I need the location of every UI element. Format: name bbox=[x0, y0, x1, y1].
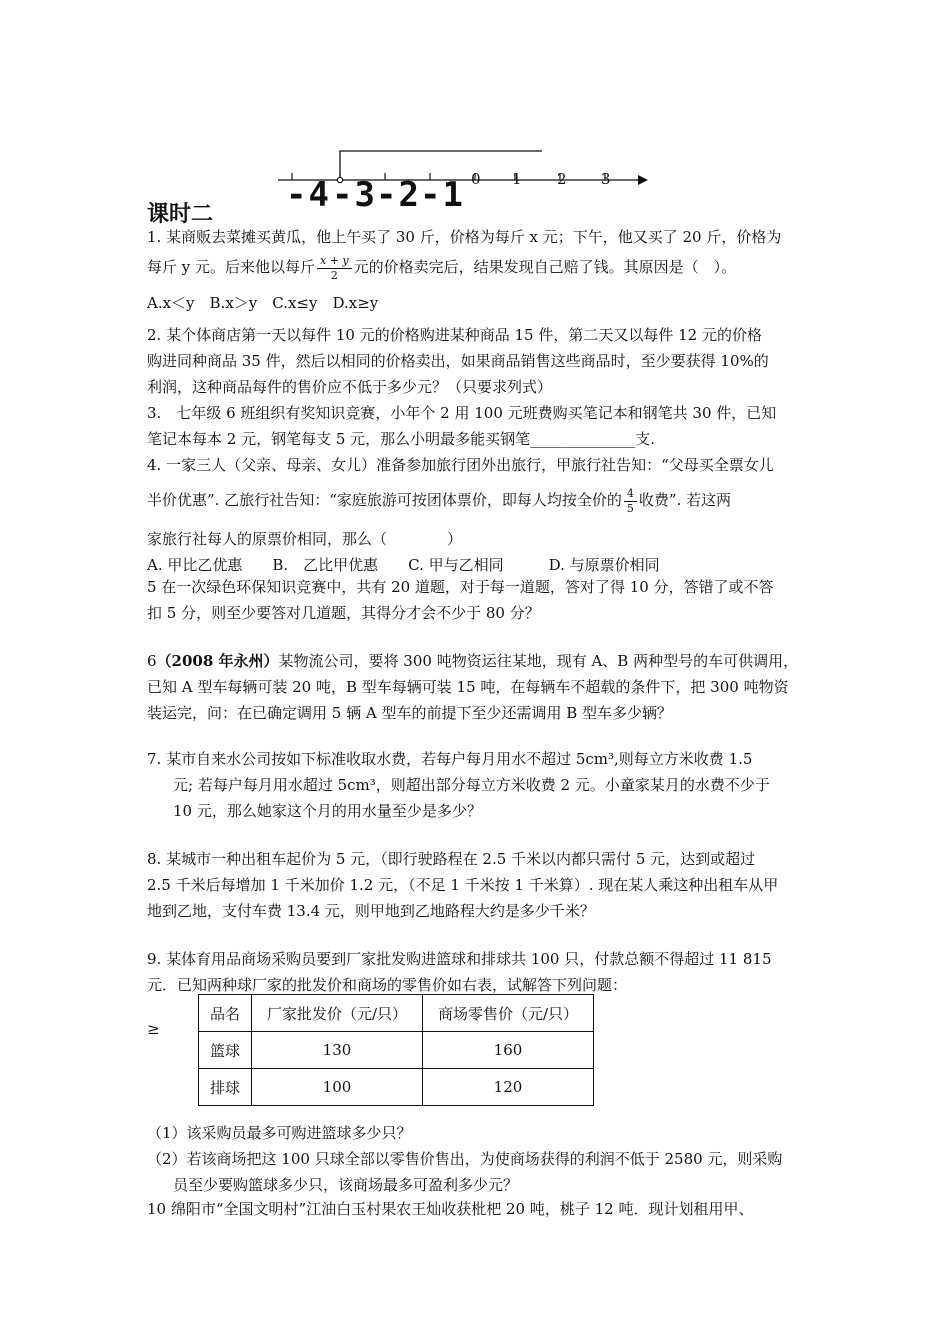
question-10 bbox=[147, 1196, 812, 1222]
q9-line1: 9. 某体育用品商场采购员要到厂家批发购进篮球和排球共 100 只，付款总额不得超过 11 815 bbox=[147, 950, 772, 968]
q1-line2-post: 元的价格卖完后，结果发现自己赔了钱。其原因是（ ）。 bbox=[353, 258, 737, 276]
question-8 bbox=[147, 846, 812, 924]
q1-line1: 1. 某商贩去菜摊买黄瓜，他上午买了 30 斤，价格为每斤 x 元；下午，他又买了 20 斤，价格为 bbox=[147, 228, 782, 246]
q4-line2-post: 收费”. 若这两 bbox=[638, 491, 732, 509]
q4-options: A. 甲比乙优惠 B. 乙比甲优惠 C. 甲与乙相同 D. 与原票价相同 bbox=[147, 556, 660, 574]
q2-line2: 购进同种商品 35 件，然后以相同的价格卖出，如果商品销售这些商品时，至少要获得 10%的 bbox=[147, 352, 769, 370]
q4-frac-num: 4 bbox=[624, 487, 637, 502]
q4-line2-pre: 半价优惠”. 乙旅行社告知：“家庭旅游可按团体票价，即每人均按全价的 bbox=[147, 491, 622, 509]
question-9-subparts bbox=[147, 1120, 812, 1198]
q4-line1: 4. 一家三人（父亲、母亲、女儿）准备参加旅行团外出旅行，甲旅行社告知：“父母买全票女儿 bbox=[147, 456, 774, 474]
q7-line3: 10 元，那么她家这个月的用水量至少是多少？ bbox=[173, 802, 482, 820]
q4-line2 bbox=[147, 478, 812, 522]
q6-source: （2008 年永州） bbox=[156, 652, 279, 670]
q4-fraction bbox=[624, 487, 637, 516]
tick-label-0: 0 bbox=[471, 170, 481, 188]
question-1 bbox=[147, 224, 812, 316]
q5-line2: 扣 5 分，则至少要答对几道题，其得分才会不少于 80 分？ bbox=[147, 604, 540, 622]
q8-line3: 地到乙地，支付车费 13.4 元，则甲地到乙地路程大约是多少千米？ bbox=[147, 902, 595, 920]
table-row bbox=[199, 1069, 594, 1106]
table-header-cell: 厂家批发价（元/只） bbox=[252, 995, 423, 1032]
price-table bbox=[198, 994, 594, 1106]
q3-line1: 3. 七年级 6 班组织有奖知识竞赛，小年个 2 用 100 元班费购买笔记本和钢笔共 30 件，已知 bbox=[147, 404, 777, 422]
question-4 bbox=[147, 452, 812, 578]
q7-line2: 元; 若每户每月用水超过 5cm³，则超出部分每立方米收费 2 元。小童家某月的水费不少于 bbox=[173, 776, 770, 794]
q4-frac-den: 5 bbox=[626, 501, 634, 515]
tick-label-3: 3 bbox=[601, 170, 611, 188]
q7-line1: 7. 某市自来水公司按如下标准收取水费，若每户每月用水不超过 5cm³,则每立方米收费 1.5 bbox=[147, 750, 753, 768]
question-6 bbox=[147, 648, 812, 726]
table-cell: 160 bbox=[423, 1032, 594, 1069]
q2-line1: 2. 某个体商店第一天以每件 10 元的价格购进某种商品 15 件，第二天又以每件 12 元的价格 bbox=[147, 326, 762, 344]
table-cell: 排球 bbox=[199, 1069, 252, 1106]
table-cell: 130 bbox=[252, 1032, 423, 1069]
question-5 bbox=[147, 574, 812, 626]
q9-sub2-line2: 员至少要购篮球多少只，该商场最多可盈利多少元？ bbox=[173, 1176, 519, 1194]
q10-line1: 10 绵阳市“全国文明村”江油白玉村果农王灿收获枇杷 20 吨，桃子 12 吨．现计划租用甲、 bbox=[147, 1200, 754, 1218]
q4-line3: 家旅行社每人的原票价相同，那么（ ） bbox=[147, 530, 463, 548]
q6-line1-post: 某物流公司，要将 300 吨物资运往某地，现有 A、B 两种型号的车可供调用， bbox=[278, 652, 799, 670]
tick-label-neg2: -2 bbox=[376, 175, 421, 215]
q1-fraction bbox=[317, 254, 352, 283]
number-line-arrow bbox=[638, 175, 648, 185]
q1-line2-pre: 每斤 y 元。后来他以每斤 bbox=[147, 258, 316, 276]
q1-line2 bbox=[147, 250, 812, 284]
q9-sub1: （1）该采购员最多可购进篮球多少只？ bbox=[147, 1124, 412, 1142]
section-heading: 课时二 bbox=[147, 202, 214, 227]
question-7 bbox=[147, 746, 812, 824]
q8-line1: 8. 某城市一种出租车起价为 5 元，（即行驶路程在 2.5 千米以内都只需付 5 元，达到或超过 bbox=[147, 850, 756, 868]
q2-line3: 利润，这种商品每件的售价应不低于多少元？（只要求列式） bbox=[147, 378, 553, 396]
q5-line1: 5 在一次绿色环保知识竞赛中，共有 20 道题，对于每一道题，答对了得 10 分，答错了或不答 bbox=[147, 578, 774, 596]
q9-sub2-line1: （2）若该商场把这 100 只球全部以零售价售出，为使商场获得的利润不低于 2580 元，则采购 bbox=[147, 1150, 783, 1168]
q9-line2: 元．已知两种球厂家的批发价和商场的零售价如右表，试解答下列问题： bbox=[147, 976, 628, 994]
q6-line3: 装运完，问：在已确定调用 5 辆 A 型车的前提下至少还需调用 B 型车多少辆？ bbox=[147, 704, 673, 722]
table-header-cell: 品名 bbox=[199, 995, 252, 1032]
table-cell: 100 bbox=[252, 1069, 423, 1106]
q1-frac-den: 2 bbox=[330, 268, 338, 282]
question-3 bbox=[147, 400, 812, 452]
table-header-row bbox=[199, 995, 594, 1032]
tick-label-neg4: -4 bbox=[286, 175, 331, 215]
table-header-cell: 商场零售价（元/只） bbox=[423, 995, 594, 1032]
tick-label-neg3: -3 bbox=[332, 175, 377, 215]
table-row bbox=[199, 1032, 594, 1069]
q6-number: 6 bbox=[147, 652, 157, 670]
question-9 bbox=[147, 946, 812, 998]
tick-label-2: 2 bbox=[557, 170, 567, 188]
tick-label-1: 1 bbox=[512, 170, 522, 188]
tick-label-neg1: -1 bbox=[420, 175, 465, 215]
stray-symbol: ≥ bbox=[147, 1020, 160, 1038]
q6-line2: 已知 A 型车每辆可装 20 吨，B 型车每辆可装 15 吨，在每辆车不超载的条件下，把 300 吨物资 bbox=[147, 678, 789, 696]
q1-frac-num: x + y bbox=[317, 254, 352, 269]
table-cell: 120 bbox=[423, 1069, 594, 1106]
table-cell: 篮球 bbox=[199, 1032, 252, 1069]
question-2 bbox=[147, 322, 812, 400]
q8-line2: 2.5 千米后每增加 1 千米加价 1.2 元，（不足 1 千米按 1 千米算）. 现在某人乘这种出租车从甲 bbox=[147, 876, 779, 894]
q3-line2: 笔记本每本 2 元，钢笔每支 5 元，那么小明最多能买钢笔______________支. bbox=[147, 430, 655, 448]
q6-line1 bbox=[147, 648, 812, 674]
q1-options: A.x＜y B.x＞y C.x≤y D.x≥y bbox=[147, 294, 379, 312]
